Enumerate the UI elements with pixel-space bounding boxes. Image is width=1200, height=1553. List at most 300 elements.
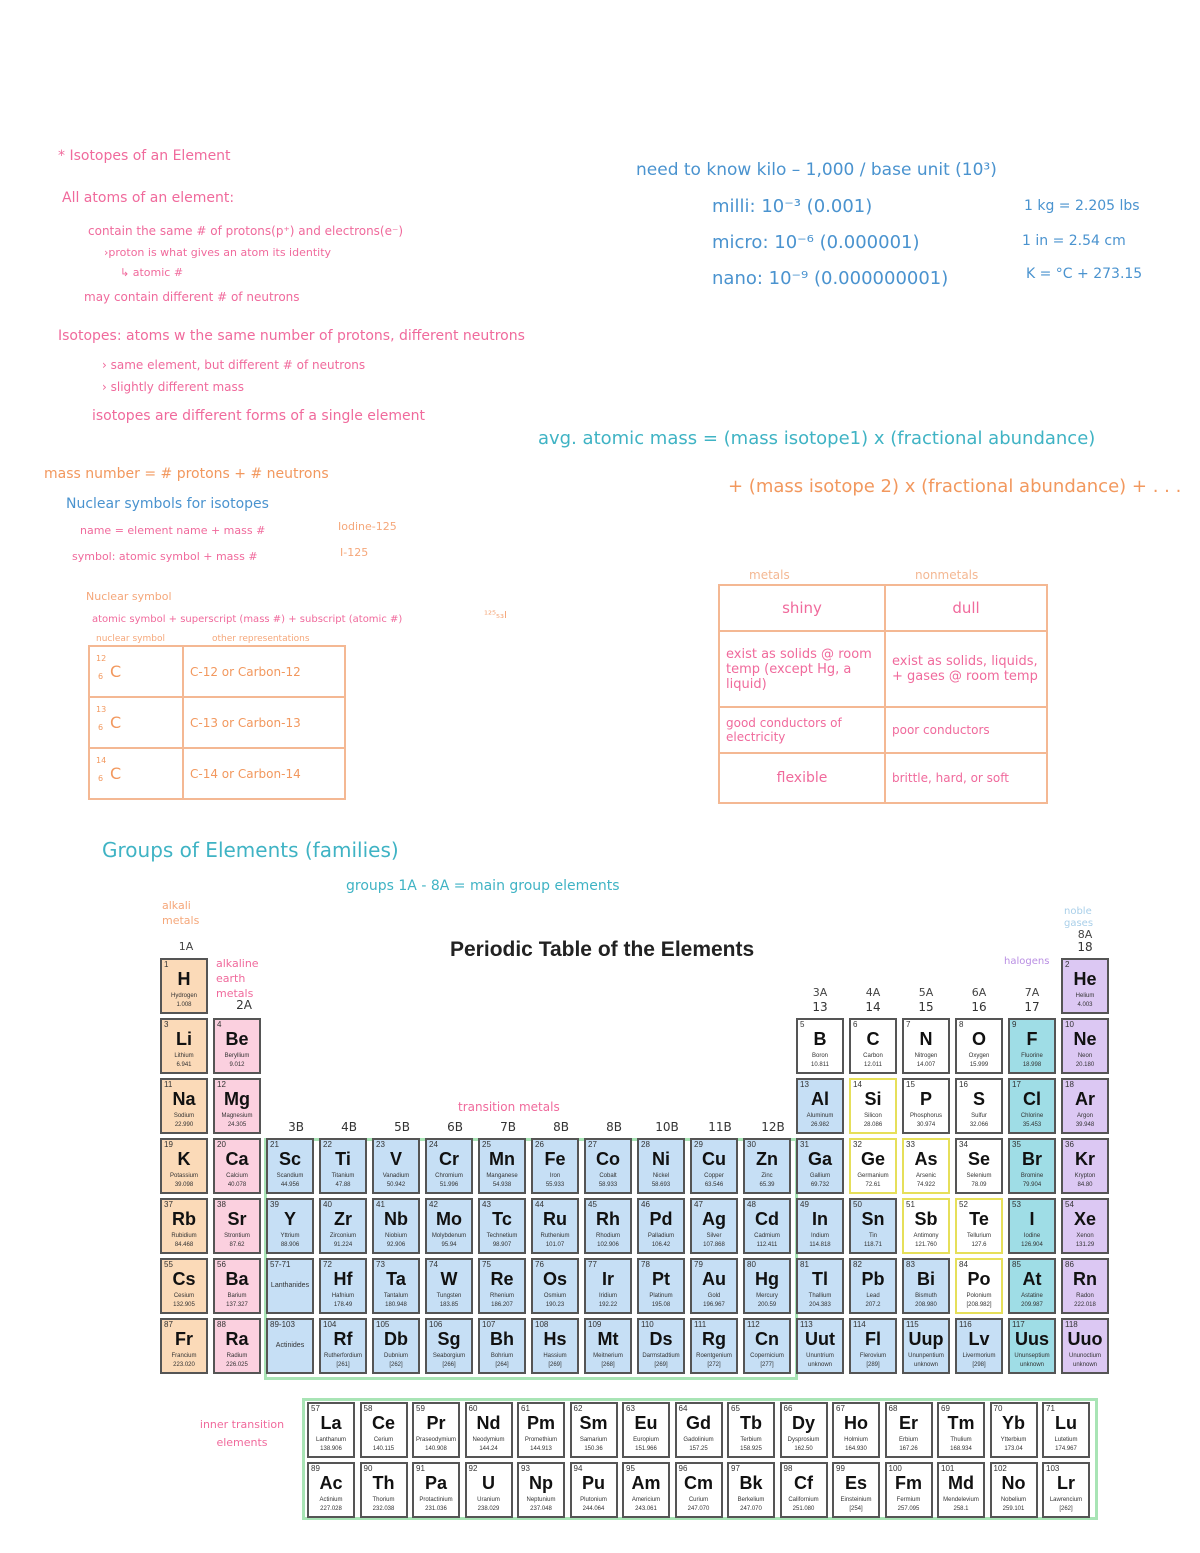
element-name: Lanthanum [315, 1437, 347, 1443]
element-cell-bh [478, 1318, 526, 1374]
element-cell-cs [160, 1258, 208, 1314]
atomic-number: 60 [468, 1404, 478, 1413]
atomic-mass: 65.39 [759, 1182, 775, 1188]
atomic-mass: 238.029 [477, 1506, 500, 1512]
atomic-mass: 196.967 [703, 1302, 725, 1308]
atomic-mass: 40.078 [227, 1182, 247, 1188]
element-name: Calcium [226, 1173, 248, 1179]
element-name: Aluminum [806, 1113, 834, 1119]
atomic-mass: 24.305 [227, 1122, 247, 1128]
atomic-mass: 164.930 [845, 1446, 867, 1452]
atomic-number: 81 [800, 1260, 809, 1269]
atomic-number: 20 [217, 1140, 226, 1149]
element-symbol: Se [967, 1149, 991, 1169]
atomic-number: 113 [800, 1320, 813, 1329]
atomic-subscript: 6 [98, 723, 104, 732]
atomic-number: 96 [678, 1464, 688, 1473]
kelvin-conversion: K = °C + 273.15 [1026, 266, 1143, 282]
element-name: Beryllium [224, 1053, 250, 1059]
atomic-mass: unknown [913, 1362, 939, 1368]
atomic-number: 49 [800, 1200, 809, 1209]
element-name: Erbium [898, 1437, 918, 1443]
element-cell-o [955, 1018, 1003, 1074]
element-symbol: Si [864, 1089, 882, 1109]
element-cell-sn [849, 1198, 897, 1254]
element-name: Zirconium [329, 1233, 357, 1239]
element-symbol: Ti [335, 1149, 351, 1169]
atomic-mass: 91.224 [333, 1242, 353, 1248]
element-symbol: Hf [333, 1269, 353, 1289]
element-symbol: Zn [756, 1149, 778, 1169]
element-cell-al [796, 1078, 844, 1134]
alkaline-earth-label: alkaline earth metals [216, 957, 259, 1000]
element-cell-ca [213, 1138, 261, 1194]
element-name: Krypton [1074, 1173, 1096, 1179]
atomic-mass: 227.028 [320, 1506, 342, 1512]
atomic-mass: 137.327 [226, 1302, 248, 1308]
element-name: Darmstadtium [642, 1353, 680, 1359]
may-contain-note: may contain different # of neutrons [84, 290, 300, 304]
atomic-number: 48 [747, 1200, 756, 1209]
atomic-mass: 26.982 [810, 1122, 830, 1128]
element-cell-re [478, 1258, 526, 1314]
element-name: Fluorine [1021, 1053, 1043, 1059]
element-symbol: Ca [225, 1149, 249, 1169]
group-label-7a: 7A [1024, 986, 1040, 999]
element-name: Plutonium [580, 1497, 607, 1503]
element-symbol: Ar [1074, 1089, 1095, 1109]
atomic-mass: 58.933 [598, 1182, 618, 1188]
atomic-mass: 174.967 [1055, 1446, 1077, 1452]
atomic-number: 115 [906, 1320, 919, 1329]
element-cell-lanthanides [266, 1258, 314, 1314]
atomic-mass: 98.907 [492, 1242, 512, 1248]
element-symbol: Lv [968, 1329, 990, 1349]
atomic-number: 78 [641, 1260, 650, 1269]
atomic-number: 31 [800, 1140, 809, 1149]
atomic-mass: 162.50 [794, 1446, 813, 1452]
element-symbol: Nb [384, 1209, 408, 1229]
atomic-number: 111 [694, 1320, 707, 1329]
element-cell-se [955, 1138, 1003, 1194]
element-symbol: W [440, 1269, 458, 1289]
element-cell-ce [360, 1402, 408, 1458]
element-cell-ho [832, 1402, 880, 1458]
element-symbol: Uuo [1067, 1329, 1103, 1349]
element-cell-cn [743, 1318, 791, 1374]
atomic-mass: [289] [866, 1362, 880, 1368]
element-cell-nd [465, 1402, 513, 1458]
atomic-mass: 144.24 [479, 1446, 498, 1452]
element-cell-ba [213, 1258, 261, 1314]
element-cell-ne [1061, 1018, 1109, 1074]
atomic-mass: 10.811 [811, 1062, 829, 1068]
atomic-mass: 101.07 [545, 1242, 565, 1248]
element-cell-fl [849, 1318, 897, 1374]
group-label-11b: 11B [708, 1120, 732, 1134]
table-cell: exist as solids @ room temp (except Hg, a liquid) [719, 631, 885, 707]
element-name: Chlorine [1020, 1113, 1044, 1119]
element-cell-am [622, 1462, 670, 1518]
atomic-number: 117 [1012, 1320, 1025, 1329]
element-name: Ytterbium [1000, 1437, 1027, 1443]
element-cell-mn [478, 1138, 526, 1194]
atomic-mass: [261] [336, 1362, 350, 1368]
element-name: Californium [788, 1497, 819, 1503]
element-name: Antimony [913, 1233, 939, 1239]
element-name: Polonium [966, 1293, 992, 1299]
table-row [719, 585, 1047, 631]
element-name: Neon [1077, 1053, 1093, 1059]
element-symbol: Ho [844, 1413, 868, 1433]
element-name: Gallium [809, 1173, 831, 1179]
element-name: Iridium [598, 1293, 617, 1299]
element-name: Platinum [649, 1293, 673, 1299]
iodine-nuclear-example: ¹²⁵₅₃I [484, 610, 507, 621]
nuclear-symbol-cell [89, 697, 183, 748]
element-cell-pa [412, 1462, 460, 1518]
element-cell-sc [266, 1138, 314, 1194]
atomic-number: 79 [694, 1260, 703, 1269]
element-symbol: No [1001, 1473, 1026, 1493]
atomic-mass: 84.468 [174, 1242, 194, 1248]
element-cell-ar [1061, 1078, 1109, 1134]
atomic-number: 73 [376, 1260, 385, 1269]
element-cell-dy [780, 1402, 828, 1458]
group-label-7b: 7B [500, 1120, 516, 1134]
group-label-8b: 8B [553, 1120, 569, 1134]
element-name: Phosphorus [909, 1113, 943, 1119]
element-name: Zinc [761, 1173, 773, 1179]
atomic-mass: 102.906 [597, 1242, 619, 1248]
element-name: Thallium [808, 1293, 832, 1299]
atomic-mass: 63.546 [704, 1182, 724, 1188]
element-name: Osmium [543, 1293, 567, 1299]
element-name: Niobium [384, 1233, 407, 1239]
atomic-number: 74 [429, 1260, 438, 1269]
nuclear-symbol-cell [89, 748, 183, 799]
element-cell-au [690, 1258, 738, 1314]
element-name: Ununseptium [1014, 1353, 1050, 1359]
element-cell-gd [675, 1402, 723, 1458]
element-symbol: Ni [652, 1149, 670, 1169]
element-name: Lead [866, 1293, 880, 1299]
element-cell-tl [796, 1258, 844, 1314]
nano-note: nano: 10⁻⁹ (0.000000001) [712, 268, 949, 289]
atomic-number: 84 [959, 1260, 968, 1269]
element-symbol: Ag [702, 1209, 726, 1229]
atomic-number: 102 [993, 1464, 1007, 1473]
element-name: Scandium [276, 1173, 304, 1179]
atomic-number: 72 [323, 1260, 332, 1269]
element-symbol: Uut [805, 1329, 835, 1349]
element-cell-si [849, 1078, 897, 1134]
same-element-note: › same element, but different # of neutrons [102, 358, 366, 372]
element-symbol: U [482, 1473, 495, 1493]
element-name: Actinium [319, 1497, 343, 1503]
group-label-17: 17 [1024, 1000, 1040, 1014]
element-symbol: As [914, 1149, 938, 1169]
atomic-number: 38 [217, 1200, 226, 1209]
element-name: Molybdenum [431, 1233, 467, 1239]
element-symbol: Rn [1073, 1269, 1097, 1289]
atomic-mass: unknown [1019, 1362, 1045, 1368]
element-name: Protactinium [419, 1497, 453, 1503]
element-cell-ir [584, 1258, 632, 1314]
element-cell-n [902, 1018, 950, 1074]
transition-metals-label: transition metals [458, 1100, 560, 1114]
atomic-mass: 50.942 [386, 1182, 406, 1188]
element-cell-h [160, 958, 208, 1014]
element-symbol: Os [542, 1269, 567, 1289]
element-symbol: Tc [492, 1209, 512, 1229]
element-symbol: Sn [861, 1209, 885, 1229]
element-name: Cesium [173, 1293, 195, 1299]
slightly-mass-note: › slightly different mass [102, 380, 245, 394]
element-symbol: Ge [860, 1149, 885, 1169]
iso-table-header-1: nuclear symbol [96, 634, 165, 644]
atomic-mass: 157.25 [689, 1446, 708, 1452]
atomic-mass: [268] [601, 1362, 615, 1368]
atomic-number: 75 [482, 1260, 491, 1269]
element-cell-cf [780, 1462, 828, 1518]
table-row [719, 707, 1047, 753]
element-cell-v [372, 1138, 420, 1194]
element-symbol: Zr [334, 1209, 352, 1229]
element-name: Berkelium [737, 1497, 765, 1503]
element-name: Neodymium [472, 1437, 505, 1443]
element-symbol: Bi [917, 1269, 935, 1289]
element-name: Holmium [844, 1437, 868, 1443]
element-cell-hs [531, 1318, 579, 1374]
atomic-number: 23 [376, 1140, 385, 1149]
element-name: Tellurium [966, 1233, 991, 1239]
element-symbol: Mg [224, 1089, 250, 1109]
atomic-number: 58 [363, 1404, 373, 1413]
element-symbol: La [320, 1413, 342, 1433]
element-name: Roentgenium [696, 1353, 732, 1359]
element-name: Dubnium [383, 1353, 408, 1359]
element-name: Cerium [373, 1437, 394, 1443]
element-symbol: Li [176, 1029, 192, 1049]
element-symbol: Tb [740, 1413, 762, 1433]
element-cell-kr [1061, 1138, 1109, 1194]
atomic-number: 66 [783, 1404, 793, 1413]
element-cell-md [937, 1462, 985, 1518]
atomic-mass: [262] [389, 1362, 403, 1368]
element-symbol: Pu [581, 1473, 605, 1493]
group-label-1a: 1A [178, 940, 194, 953]
element-cell-eu [622, 1402, 670, 1458]
atomic-number: 64 [678, 1404, 688, 1413]
element-name: Ununpentium [908, 1353, 944, 1359]
element-symbol: Uus [1014, 1329, 1049, 1349]
atomic-number: 68 [888, 1404, 898, 1413]
atomic-mass: 132.905 [173, 1302, 195, 1308]
element-symbol: Sr [227, 1209, 247, 1229]
element-symbol: Ta [386, 1269, 406, 1289]
element-name: Lutetium [1054, 1437, 1078, 1443]
atomic-mass: 151.966 [635, 1446, 657, 1452]
atomic-mass: 88.906 [280, 1242, 300, 1248]
element-cell-zr [319, 1198, 367, 1254]
element-symbol: C [110, 713, 122, 732]
atomic-number: 34 [959, 1140, 968, 1149]
element-cell-k [160, 1138, 208, 1194]
atomic-number: 22 [323, 1140, 332, 1149]
atomic-number: 24 [429, 1140, 438, 1149]
atomic-number: 82 [853, 1260, 862, 1269]
atomic-number: 39 [270, 1200, 279, 1209]
atomic-mass: 4.003 [1077, 1002, 1093, 1008]
atomic-number: 101 [941, 1464, 955, 1473]
nonmetals-header: nonmetals [915, 568, 979, 582]
element-symbol: Dy [791, 1413, 815, 1433]
atomic-mass: 28.086 [863, 1122, 883, 1128]
element-symbol: Sb [914, 1209, 938, 1229]
atomic-number: 114 [853, 1320, 866, 1329]
atomic-number: 92 [468, 1464, 478, 1473]
element-cell-nb [372, 1198, 420, 1254]
element-symbol: Th [372, 1473, 395, 1493]
atomic-number: 70 [993, 1404, 1003, 1413]
element-symbol: Cm [683, 1473, 713, 1493]
atomic-mass: 114.818 [809, 1242, 831, 1248]
group-label-8a: 8A [1077, 928, 1093, 941]
group-label-4a: 4A [865, 986, 881, 999]
atomic-number: 52 [959, 1200, 968, 1209]
atomic-mass: 243.061 [635, 1506, 657, 1512]
atomic-mass: 9.012 [229, 1062, 245, 1068]
element-symbol: Pt [652, 1269, 670, 1289]
element-symbol: H [177, 969, 191, 989]
atomic-mass: 192.22 [598, 1302, 618, 1308]
element-name: Cadmium [754, 1233, 780, 1239]
element-symbol: C [110, 662, 122, 681]
atomic-mass: 168.934 [950, 1446, 972, 1452]
atomic-mass: 87.62 [229, 1242, 245, 1248]
element-cell-ta [372, 1258, 420, 1314]
element-symbol: Cu [702, 1149, 726, 1169]
atomic-number: 35 [1012, 1140, 1021, 1149]
element-name: Potassium [169, 1173, 198, 1179]
element-cell-ra [213, 1318, 261, 1374]
atomic-number: 11 [164, 1080, 173, 1089]
element-cell-rg [690, 1318, 738, 1374]
element-name: Ununtrium [806, 1353, 834, 1359]
element-cell-la [307, 1402, 355, 1458]
element-cell-cu [690, 1138, 738, 1194]
atomic-mass: 183.85 [439, 1302, 459, 1308]
atomic-subscript: 6 [98, 672, 104, 681]
element-symbol: Lu [1055, 1413, 1077, 1433]
atomic-mass: 138.906 [320, 1446, 342, 1452]
element-name: Hydrogen [170, 993, 197, 999]
group-label-16: 16 [971, 1000, 987, 1014]
element-symbol: Tm [947, 1413, 975, 1433]
avg-atomic-mass-text: avg. atomic mass = (mass isotope1) x (fractional abundance) [538, 428, 1096, 449]
alkali-metals-label: alkali metals [162, 899, 200, 927]
atomic-mass: 15.999 [969, 1062, 989, 1068]
element-symbol: Ba [225, 1269, 249, 1289]
element-name: Indium [810, 1233, 829, 1239]
element-name: Europium [633, 1437, 659, 1443]
element-cell-hg [743, 1258, 791, 1314]
representation-cell: C-13 or Carbon-13 [183, 697, 345, 748]
atomic-mass: 39.098 [174, 1182, 194, 1188]
atomic-mass: 204.383 [809, 1302, 831, 1308]
element-name: Mendelevium [943, 1497, 979, 1503]
element-symbol: Cf [794, 1473, 813, 1493]
atomic-mass: 35.453 [1022, 1122, 1042, 1128]
atomic-number: 118 [1065, 1320, 1078, 1329]
element-symbol: F [1026, 1029, 1038, 1049]
atomic-mass: 72.61 [865, 1182, 881, 1188]
atomic-mass: [266] [442, 1362, 456, 1368]
atomic-number: 33 [906, 1140, 915, 1149]
nuclear-symbol-heading: Nuclear symbol [86, 590, 172, 603]
atomic-mass: 20.180 [1075, 1062, 1095, 1068]
element-symbol: P [919, 1089, 932, 1109]
isotopes-definition: Isotopes: atoms w the same number of protons, different neutrons [58, 328, 525, 344]
atomic-number: 21 [270, 1140, 279, 1149]
element-cell-he [1061, 958, 1109, 1014]
contain-same-note: contain the same # of protons(p⁺) and electrons(e⁻) [88, 224, 404, 238]
atomic-mass: 79.904 [1022, 1182, 1042, 1188]
element-cell-no [990, 1462, 1038, 1518]
representation-cell: C-12 or Carbon-12 [183, 646, 345, 697]
element-name: Uranium [477, 1497, 500, 1503]
element-cell-fm [885, 1462, 933, 1518]
element-cell-cr [425, 1138, 473, 1194]
element-symbol: Pa [424, 1473, 448, 1493]
element-symbol: Fe [544, 1149, 566, 1169]
element-cell-sm [570, 1402, 618, 1458]
element-name: Helium [1075, 993, 1095, 999]
element-symbol: Y [283, 1209, 296, 1229]
element-cell-uup [902, 1318, 950, 1374]
mass-superscript: 14 [96, 756, 107, 765]
iodine-symbol-example: I-125 [340, 546, 369, 559]
group-label-5b: 5B [394, 1120, 410, 1134]
atomic-mass: 126.904 [1021, 1242, 1043, 1248]
atomic-mass: 39.948 [1075, 1122, 1095, 1128]
element-cell-pb [849, 1258, 897, 1314]
group-label-3a: 3A [812, 986, 828, 999]
element-cell-pr [412, 1402, 460, 1458]
element-cell-er [885, 1402, 933, 1458]
atomic-number: 105 [376, 1320, 390, 1329]
element-symbol: Lr [1057, 1473, 1075, 1493]
atomic-mass: 78.09 [971, 1182, 987, 1188]
element-symbol: I [1029, 1209, 1035, 1229]
atomic-mass: 259.101 [1002, 1506, 1025, 1512]
element-symbol: Np [529, 1473, 553, 1493]
atomic-mass: 121.760 [915, 1242, 937, 1248]
element-cell-yb [990, 1402, 1038, 1458]
element-name: Tantalum [383, 1293, 409, 1299]
element-symbol: S [972, 1089, 985, 1109]
element-name: Hafnium [331, 1293, 355, 1299]
element-cell-cm [675, 1462, 723, 1518]
atomic-number: 8 [959, 1020, 964, 1029]
element-cell-rf [319, 1318, 367, 1374]
element-cell-te [955, 1198, 1003, 1254]
element-name: Ruthenium [540, 1233, 570, 1239]
atomic-mass: 207.2 [865, 1302, 881, 1308]
atomic-mass: 223.020 [173, 1362, 195, 1368]
element-name: Technetium [486, 1233, 518, 1239]
